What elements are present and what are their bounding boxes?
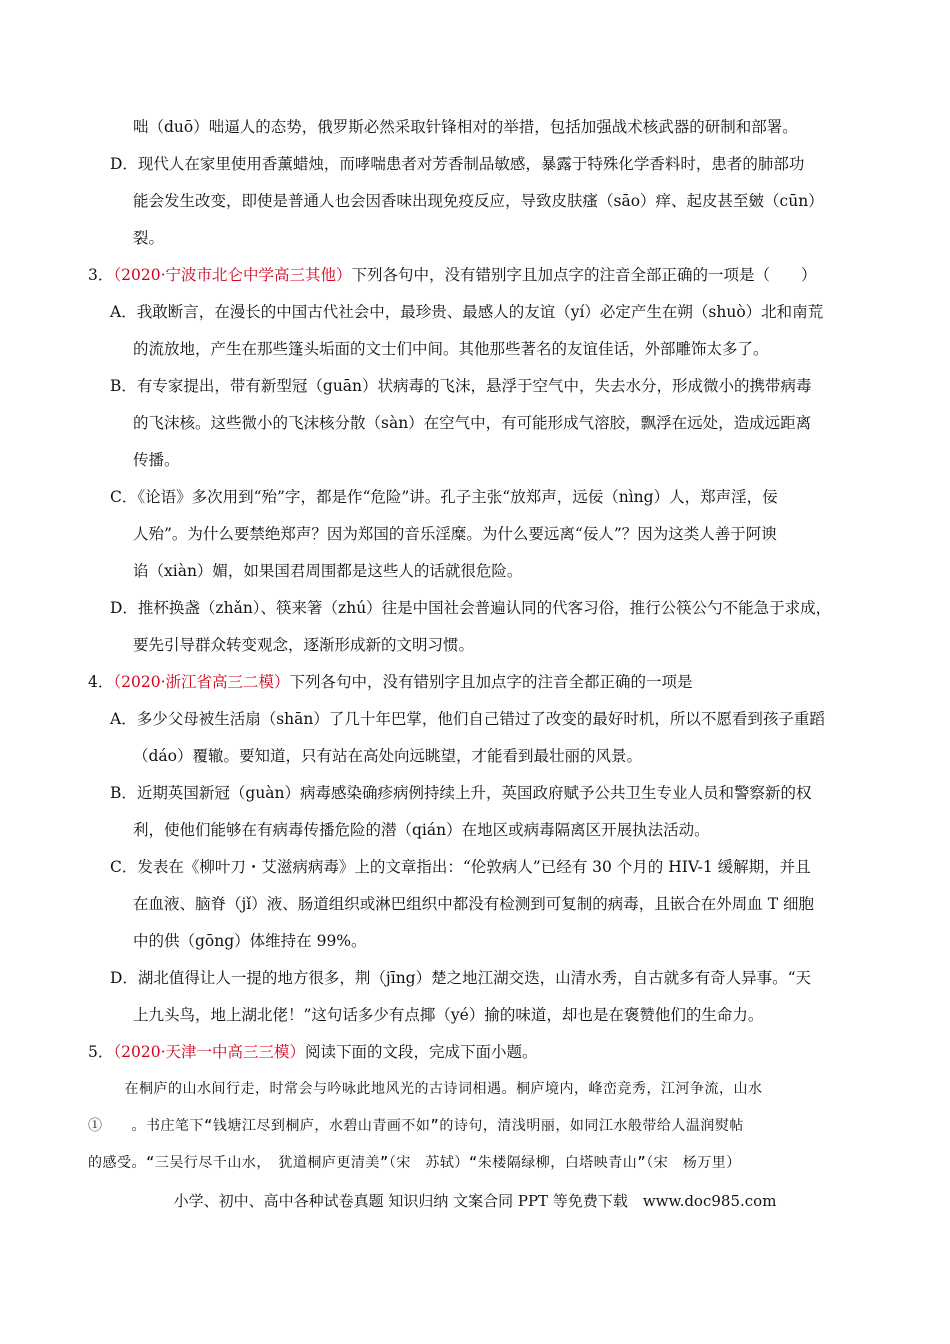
text-line [88,1151,741,1175]
line-text: B．近期英国新冠（guàn）病毒感染确疹病例持续上升，英国政府赋予公共卫生专业人员和警察新的权 [110,784,812,802]
text-line [133,226,164,250]
line-text: ① 。书庄笔下“钱塘江尽到桐庐，水碧山青画不如”的诗句，清浅明丽，如同江水般带给人温润熨帖 [88,1118,744,1134]
question-number: 4． [88,673,114,691]
text-line [133,337,769,361]
text-line [133,929,367,953]
line-text: D．湖北值得让人一提的地方很多，荆（jīng）楚之地江湖交迭，山清水秀，自古就多有奇人异事。“天 [110,969,812,987]
text-line [110,374,812,398]
line-text: 传播。 [133,451,180,469]
line-text: （dáo）覆辙。要知道，只有站在高处向远眺望，才能看到最壮丽的风景。 [133,747,642,765]
text-line [133,1003,763,1027]
text-line [133,818,710,842]
line-text: 下列各句中，没有错别字且加点字的注音全都正确的一项是 [289,673,693,691]
line-text: 人殆”。为什么要禁绝郑声？因为郑国的音乐淫糜。为什么要远离“佞人”？因为这类人善于阿谀 [133,525,777,543]
question-source: （2020·浙江省高三二模） [113,673,290,691]
text-line [110,781,812,805]
text-line [133,559,522,583]
question-source: （2020·天津一中高三三模） [113,1043,305,1061]
question-header [88,1040,538,1064]
line-text: A．多少父母被生活扇（shān）了几十年巴掌，他们自己错过了改变的最好时机，所以不愿看到孩子重蹈 [110,710,825,728]
text-line [110,485,778,509]
line-text: 要先引导群众转变观念，逐渐形成新的文明习惯。 [133,636,475,654]
line-text: 的飞沫核。这些微小的飞沫核分散（sàn）在空气中，有可能形成气溶胶，飘浮在远处，造成远距离 [133,414,812,432]
line-text: 能会发生改变，即使是普通人也会因香味出现免疫反应，导致皮肤瘙（sāo）痒、起皮甚至皴（cūn） [133,192,824,210]
text-line [133,189,824,213]
line-text: C．《论语》多次用到“殆”字，都是作“危险”讲。孔子主张“放郑声，远佞（nìng）人，郑声淫，佞 [110,488,778,506]
question-header [88,670,693,694]
text-line [133,115,798,139]
page-footer: 小学、初中、高中各种试卷真题 知识归纳 文案合同 PPT 等免费下载 www.doc985.com [173,1192,777,1210]
text-line [110,707,825,731]
line-text: 在桐庐的山水间行走，时常会与吟咏此地风光的古诗词相遇。桐庐境内，峰峦竞秀，江河争流，山水 [110,1081,763,1097]
line-text: 裂。 [133,229,165,247]
text-line [88,1114,744,1138]
line-text: 下列各句中，没有错别字且加点字的注音全部正确的一项是（ ） [351,266,817,284]
text-line [110,152,804,176]
question-header [88,263,817,287]
text-line [110,966,811,990]
text-line [110,596,831,620]
line-text: 谄（xiàn）媚，如果国君周围都是这些人的话就很危险。 [133,562,523,580]
line-text: A．我敢断言，在漫长的中国古代社会中，最珍贵、最感人的友谊（yí）必定产生在朔（shuò）北和南荒 [110,303,824,321]
text-line [133,522,777,546]
line-text: C．发表在《柳叶刀・艾滋病病毒》上的文章指出：“伦敦病人”已经有 30 个月的 HIV-1 缓解期，并且 [110,858,811,876]
line-text: 的感受。“三吴行尽千山水， 犹道桐庐更清美”（宋 苏轼）“朱楼隔绿柳，白塔映青山”（宋 杨万里） [88,1155,741,1171]
text-line [110,300,823,324]
question-source: （2020·宁波市北仑中学高三其他） [113,266,352,284]
line-text: 上九头鸟，地上湖北佬！”这句话多少有点揶（yé）揄的味道，却也是在褒赞他们的生命力。 [133,1006,764,1024]
line-text: D．现代人在家里使用香薰蜡烛，而哮喘患者对芳香制品敏感，暴露于特殊化学香料时，患者的肺部功 [110,155,805,173]
line-text: 在血液、脑脊（jǐ）液、肠道组织或淋巴组织中都没有检测到可复制的病毒，且嵌合在外周血 T 细胞 [133,895,814,913]
text-line [133,744,642,768]
text-line [110,1077,763,1101]
text-line [133,633,474,657]
line-text: B．有专家提出，带有新型冠（guān）状病毒的飞沫，悬浮于空气中，失去水分，形成微小的携带病毒 [110,377,812,395]
line-text: 阅读下面的文段，完成下面小题。 [305,1043,538,1061]
text-line [133,411,811,435]
line-text: 咄（duō）咄逼人的态势，俄罗斯必然采取针锋相对的举措，包括加强战术核武器的研制和部署。 [133,118,798,136]
line-text: 的流放地，产生在那些篷头垢面的文士们中间。其他那些著名的友谊佳话，外部雕饰太多了。 [133,340,769,358]
text-line [133,448,180,472]
line-text: D．推杯换盏（zhǎn）、筷来箸（zhú）往是中国社会普遍认同的代客习俗，推行公筷公勺不能急于求成， [110,599,832,617]
line-text: 中的供（gōng）体维持在 99%。 [133,932,367,950]
text-line [133,892,814,916]
text-line [110,855,811,879]
line-text: 利，使他们能够在有病毒传播危险的潜（qián）在地区或病毒隔离区开展执法活动。 [133,821,710,839]
question-number: 5． [88,1043,114,1061]
question-number: 3． [88,266,114,284]
